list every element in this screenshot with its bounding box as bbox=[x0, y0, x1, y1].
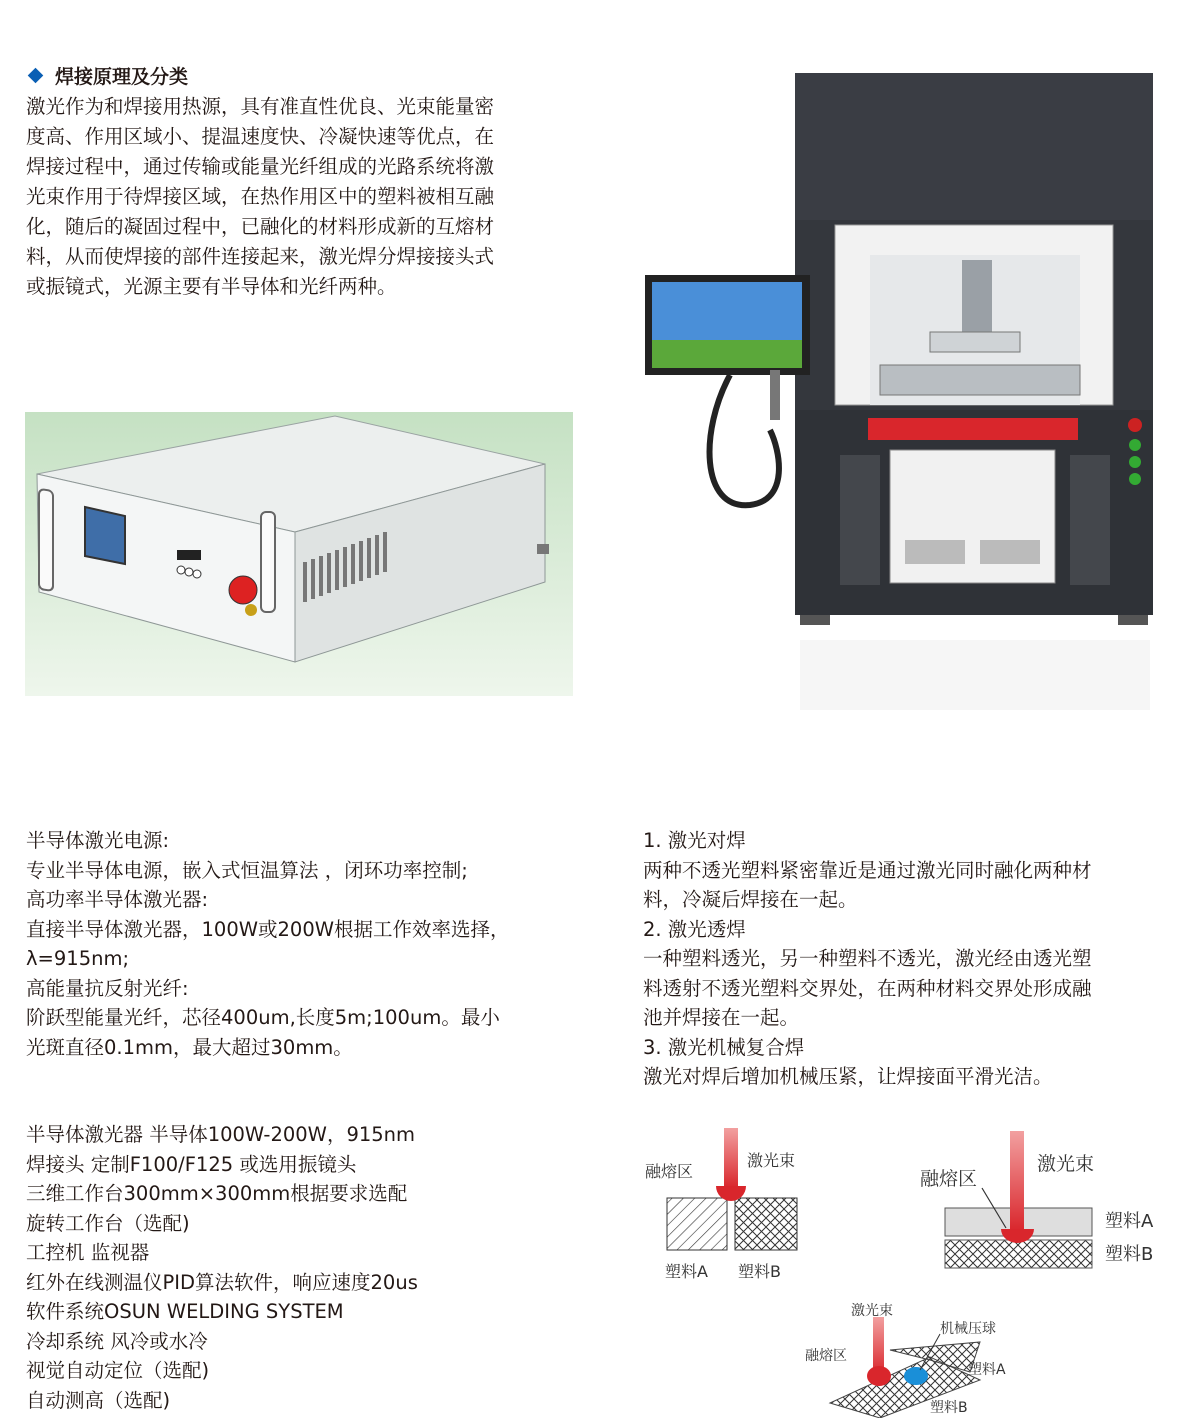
method-line: 池并焊接在一起。 bbox=[643, 1006, 800, 1029]
spec-line: 专业半导体电源，嵌入式恒温算法 ，闭环功率控制; bbox=[26, 858, 468, 882]
method-line: 3. 激光机械复合焊 bbox=[643, 1035, 805, 1059]
section-heading bbox=[26, 62, 188, 89]
spec-line: 半导体激光器 半导体100W-200W，915nm bbox=[26, 1123, 416, 1146]
intro-line: 激光作为和焊接用热源，具有准直性优良、光束能量密 bbox=[26, 95, 495, 118]
intro-line: 光束作用于待焊接区域，在热作用区中的塑料被相互融 bbox=[26, 185, 495, 208]
spec-line: λ=915nm; bbox=[26, 947, 130, 970]
spec-line: 高能量抗反射光纤: bbox=[26, 976, 189, 1000]
spec-line: 软件系统OSUN WELDING SYSTEM bbox=[26, 1300, 344, 1323]
intro-line: 化，随后的凝固过程中，已融化的材料形成新的互熔材 bbox=[26, 215, 495, 238]
diamond-bullet-icon bbox=[28, 68, 44, 84]
plastic-a-label: 塑料A bbox=[665, 1262, 708, 1281]
spec-line: 焊接头 定制F100/F125 或选用振镜头 bbox=[26, 1152, 357, 1176]
method-line: 一种塑料透光，另一种塑料不透光，激光经由透光塑 bbox=[643, 947, 1092, 970]
plastic-a-label: 塑料A bbox=[968, 1362, 1006, 1378]
spec-line: 半导体激光电源: bbox=[26, 829, 170, 852]
plastic-b-label: 塑料B bbox=[930, 1400, 968, 1416]
fusion-zone-label: 融熔区 bbox=[805, 1348, 847, 1364]
transmission-welding-diagram bbox=[910, 1128, 1170, 1276]
method-line: 2. 激光透焊 bbox=[643, 917, 746, 941]
spec-line: 视觉自动定位（选配) bbox=[26, 1359, 210, 1382]
butt-welding-diagram bbox=[640, 1128, 820, 1288]
spec-line: 光斑直径0.1mm，最大超过30mm。 bbox=[26, 1035, 353, 1059]
spec-line: 自动测高（选配) bbox=[26, 1388, 171, 1412]
method-line: 1. 激光对焊 bbox=[643, 829, 746, 852]
fusion-zone-label: 融熔区 bbox=[645, 1162, 694, 1181]
spec-line: 工控机 监视器 bbox=[26, 1241, 150, 1264]
welding-methods bbox=[643, 826, 1173, 1092]
method-line: 料，冷凝后焊接在一起。 bbox=[643, 888, 858, 911]
hybrid-welding-diagram bbox=[800, 1300, 1040, 1418]
intro-line: 料，从而使焊接的部件连接起来，激光焊分焊接接头式 bbox=[26, 245, 495, 268]
plastic-a-label: 塑料A bbox=[1105, 1211, 1154, 1232]
specs-paragraph-2 bbox=[26, 1120, 586, 1415]
laser-power-unit-image bbox=[25, 412, 573, 696]
specs-paragraph-1 bbox=[26, 826, 586, 1062]
spec-line: 直接半导体激光器，100W或200W根据工作效率选择， bbox=[26, 917, 510, 941]
laser-beam-label: 激光束 bbox=[1037, 1153, 1095, 1175]
section-heading-text: 焊接原理及分类 bbox=[55, 66, 189, 88]
spec-line: 红外在线测温仪PID算法软件，响应速度20us bbox=[26, 1270, 418, 1294]
method-line: 两种不透光塑料紧密靠近是通过激光同时融化两种材 bbox=[643, 858, 1092, 882]
intro-line: 度高、作用区域小、提温速度快、冷凝快速等优点，在 bbox=[26, 125, 495, 148]
plastic-b-label: 塑料B bbox=[738, 1262, 781, 1281]
method-line: 料透射不透光塑料交界处，在两种材料交界处形成融 bbox=[643, 976, 1092, 1000]
laser-welding-machine-image bbox=[640, 70, 1160, 715]
intro-line: 焊接过程中，通过传输或能量光纤组成的光路系统将激 bbox=[26, 155, 495, 178]
plastic-b-label: 塑料B bbox=[1105, 1244, 1154, 1265]
intro-line: 或振镜式，光源主要有半导体和光纤两种。 bbox=[26, 275, 397, 298]
intro-paragraph bbox=[26, 92, 586, 302]
spec-line: 阶跃型能量光纤，芯径400um,长度5m;100um。最小 bbox=[26, 1006, 500, 1029]
pressure-ball-label: 机械压球 bbox=[940, 1321, 996, 1337]
fusion-zone-label: 融熔区 bbox=[920, 1168, 978, 1190]
laser-beam-label: 激光束 bbox=[747, 1151, 796, 1170]
method-line: 激光对焊后增加机械压紧，让焊接面平滑光洁。 bbox=[643, 1065, 1053, 1088]
laser-beam-label: 激光束 bbox=[851, 1303, 893, 1319]
spec-line: 三维工作台300mm×300mm根据要求选配 bbox=[26, 1182, 408, 1205]
spec-line: 旋转工作台（选配) bbox=[26, 1211, 190, 1235]
spec-line: 冷却系统 风冷或水冷 bbox=[26, 1329, 208, 1353]
spec-line: 高功率半导体激光器: bbox=[26, 888, 209, 911]
